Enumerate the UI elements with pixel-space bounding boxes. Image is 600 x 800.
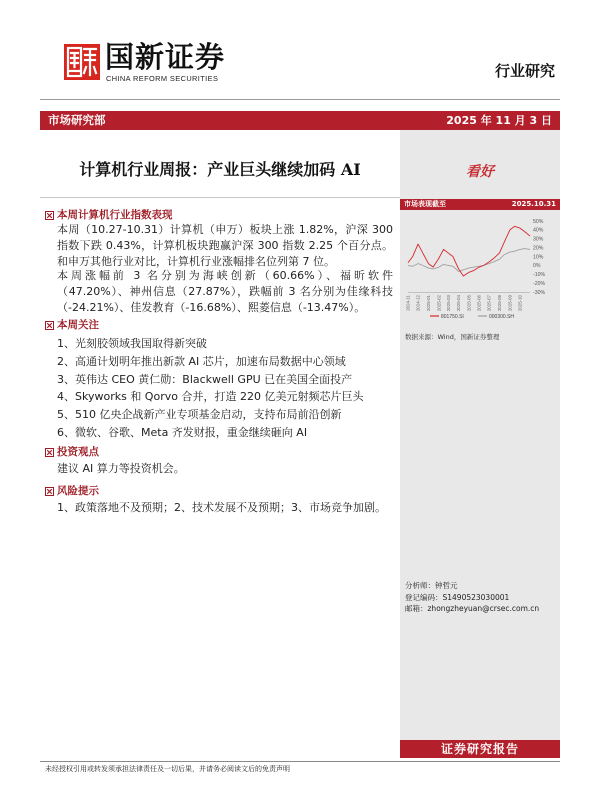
list-item: 4、Skyworks 和 Qorvo 合并，打造 220 亿美元射频芯片巨头 [57, 390, 364, 404]
market-performance-date: 2025.10.31 [511, 200, 556, 208]
section-heading-weekly-focus [45, 319, 395, 332]
x-tick-label: 2025-03 [445, 295, 451, 312]
analyst-info [405, 580, 557, 615]
x-tick-label: 2025-09 [507, 295, 513, 312]
section-heading-text: 投资观点 [57, 446, 99, 458]
section-heading-text: 本周关注 [57, 319, 99, 331]
y-tick-label: 20% [533, 245, 544, 252]
brand-name: 国新证券 [105, 40, 226, 74]
section-heading-risk-warning [45, 485, 395, 498]
department-banner [40, 111, 560, 130]
legend-label: 000300.SH [489, 313, 515, 320]
market-performance-header [400, 199, 560, 210]
section-heading-index-performance [45, 209, 395, 222]
x-tick-label: 2025-07 [486, 295, 492, 312]
index-performance-paragraph: 本周（10.27-10.31）计算机（申万）板块上涨 1.82%，沪深 300 指数下跌 0.43%，计算机板块跑赢沪深 300 指数 2.25 个百分点。和申万其他行业对比，计算机行业涨幅排名位列第 7 位。 [57, 223, 393, 268]
section-marker-icon [45, 487, 54, 496]
investment-view-paragraph: 建议 AI 算力等投资机会。 [57, 462, 185, 475]
y-tick-label: 0% [533, 263, 541, 270]
list-item: 1、光刻胶领域我国取得新突破 [57, 337, 207, 350]
x-tick-label: 2025-02 [436, 295, 442, 312]
title-divider [40, 197, 400, 198]
series-line-801750-si [408, 226, 530, 276]
analyst-name: 分析师：钟哲元 [405, 581, 458, 590]
market-performance-label: 市场表现截至 [404, 200, 446, 208]
y-tick-label: -10% [533, 272, 546, 279]
x-tick-label: 2025-06 [476, 295, 482, 312]
y-tick-label: 30% [533, 236, 544, 243]
list-item: 5、510 亿央企战新产业专项基金启动，支持布局前沿创新 [57, 408, 342, 422]
x-tick-label: 2024-12 [415, 295, 421, 312]
risk-warning-paragraph: 1、政策落地不及预期；2、技术发展不及预期；3、市场竞争加剧。 [57, 501, 386, 514]
section-heading-text: 风险提示 [57, 485, 99, 497]
footer-disclaimer: 未经授权引用或转发须承担法律责任及一切后果，并请务必阅读文后的免责声明 [45, 765, 290, 773]
list-item: 3、英伟达 CEO 黄仁勋：Blackwell GPU 已在美国全面投产 [57, 372, 353, 386]
section-heading-investment-view [45, 446, 395, 459]
chart-data-source: 数据来源：Wind，国新证券整理 [405, 333, 500, 341]
list-item: 2、高通计划明年推出新款 AI 芯片，加速布局数据中心领域 [57, 354, 346, 368]
y-tick-label: 40% [533, 227, 544, 234]
performance-chart [400, 212, 560, 332]
report-date: 2025 年 11 月 3 日 [446, 114, 552, 127]
x-tick-label: 2024-11 [405, 295, 411, 311]
x-tick-label: 2025-08 [497, 295, 503, 312]
footer-divider [40, 761, 560, 762]
header-divider [40, 99, 560, 100]
section-heading-text: 本周计算机行业指数表现 [57, 209, 173, 221]
department-label: 市场研究部 [48, 113, 106, 127]
y-tick-label: -30% [533, 289, 546, 296]
legend-label: 801750.SI [441, 313, 464, 320]
y-tick-label: -20% [533, 280, 546, 287]
report-type-label: 行业研究 [494, 62, 555, 80]
section-marker-icon [45, 448, 54, 457]
x-tick-label: 2025-04 [456, 295, 462, 312]
top-movers-paragraph: 本周涨幅前 3 名分别为海峡创新（60.66%）、福昕软件（47.20%）、神州信息（27.87%），跌幅前 3 名分别为佳缘科技（-24.21%）、佳发教育（-16.68%）、熙菱信息（-13.47%）。 [57, 269, 393, 314]
y-tick-label: 10% [533, 254, 544, 261]
analyst-registration: 登记编码：S1490523030001 [405, 592, 510, 602]
x-tick-label: 2025-10 [517, 295, 523, 312]
company-logo [64, 44, 100, 80]
industry-rating: 看好 [466, 164, 494, 180]
x-tick-label: 2025-05 [466, 295, 472, 312]
y-tick-label: 50% [533, 218, 544, 225]
analyst-email: 邮箱：zhongzheyuan@crsec.com.cn [405, 604, 540, 613]
section-marker-icon [45, 321, 54, 330]
brand-name-english: CHINA REFORM SECURITIES [106, 74, 219, 83]
x-tick-label: 2025-01 [426, 295, 432, 312]
report-title: 计算机行业周报：产业巨头继续加码 AI [79, 160, 361, 179]
report-category-label: 证券研究报告 [400, 740, 560, 758]
section-marker-icon [45, 211, 54, 220]
weekly-focus-list [57, 335, 393, 442]
list-item: 6、微软、谷歌、Meta 齐发财报，重金继续砸向 AI [57, 425, 308, 439]
